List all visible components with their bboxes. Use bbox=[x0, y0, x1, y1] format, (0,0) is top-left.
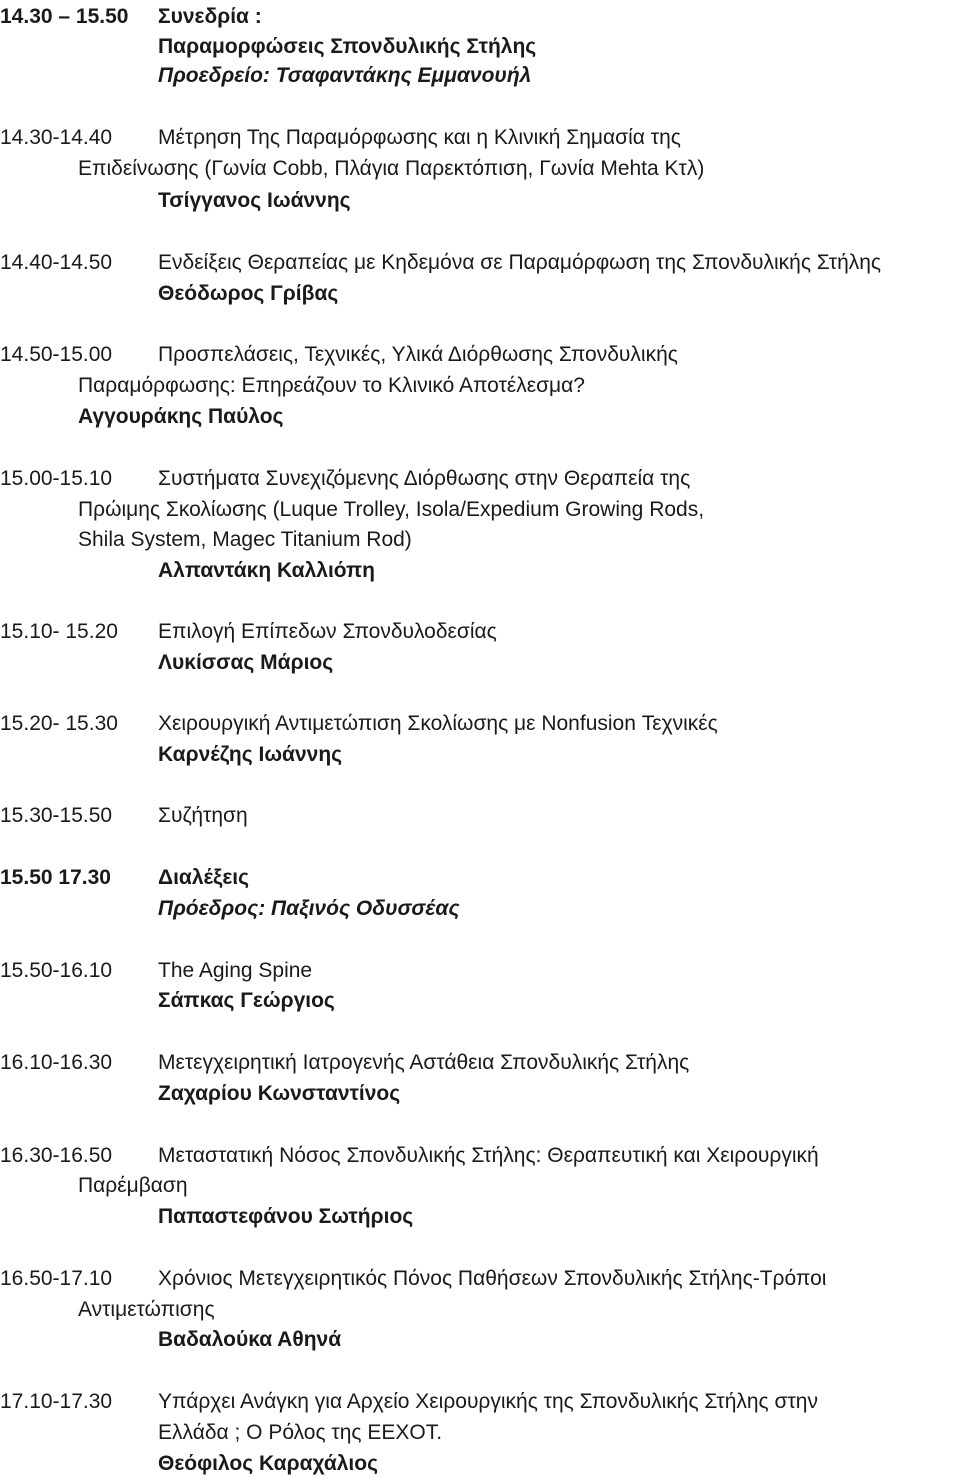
talk-title: Παραμόρφωσης: Επηρεάζουν το Κλινικό Αποτέλεσμα? bbox=[78, 374, 585, 397]
talk-speaker: Ζαχαρίου Κωνσταντίνος bbox=[158, 1082, 401, 1105]
talk-title: Μετεγχειρητική Ιατρογενής Αστάθεια Σπονδυλικής Στήλης bbox=[158, 1051, 690, 1074]
talk-speaker: Λυκίσσας Μάριος bbox=[158, 651, 334, 674]
talk-time: 16.30-16.50 bbox=[0, 1144, 113, 1167]
talk-time: 16.10-16.30 bbox=[0, 1051, 113, 1074]
talk-speaker: Καρνέζης Ιωάννης bbox=[158, 743, 343, 766]
talk-title: Συστήματα Συνεχιζόμενης Διόρθωσης στην Θεραπεία της bbox=[158, 467, 691, 490]
talk-time: 15.20- 15.30 bbox=[0, 712, 118, 735]
talk-speaker: Τσίγγανος Ιωάννης bbox=[158, 189, 351, 212]
talk-speaker: Σάπκας Γεώργιος bbox=[158, 989, 335, 1012]
session-label: Συνεδρία : bbox=[158, 5, 262, 28]
talk-title: Ενδείξεις Θεραπείας με Κηδεμόνα σε Παραμόρφωση της Σπονδυλικής Στήλης bbox=[158, 251, 882, 274]
session-chair: Προεδρείο: Τσαφαντάκης Εμμανουήλ bbox=[158, 64, 532, 87]
talk-time: 14.50-15.00 bbox=[0, 343, 113, 366]
talk-time: 14.30-14.40 bbox=[0, 126, 113, 149]
talk-title: Συζήτηση bbox=[158, 804, 248, 827]
session-time: 14.30 – 15.50 bbox=[0, 5, 129, 28]
talk-title: Υπάρχει Ανάγκη για Αρχείο Χειρουργικής της Σπονδυλικής Στήλης στην bbox=[158, 1390, 818, 1413]
talk-title: The Aging Spine bbox=[158, 959, 313, 982]
talk-time: 16.50-17.10 bbox=[0, 1267, 113, 1290]
session-title: Διαλέξεις bbox=[158, 866, 250, 889]
talk-time: 15.00-15.10 bbox=[0, 467, 113, 490]
talk-title: Παρέμβαση bbox=[78, 1174, 188, 1197]
talk-title: Επιλογή Επίπεδων Σπονδυλοδεσίας bbox=[158, 620, 497, 643]
talk-speaker: Αλπαντάκη Καλλιόπη bbox=[158, 559, 375, 582]
talk-title: Shila System, Magec Titanium Rod) bbox=[78, 528, 412, 551]
talk-title: Χειρουργική Αντιμετώπιση Σκολίωσης με Nonfusion Τεχνικές bbox=[158, 712, 718, 735]
talk-title: Μεταστατική Νόσος Σπονδυλικής Στήλης: Θεραπευτική και Χειρουργική bbox=[158, 1144, 819, 1167]
talk-speaker: Θεόδωρος Γρίβας bbox=[158, 282, 339, 305]
talk-title: Μέτρηση Της Παραμόρφωσης και η Κλινική Σημασία της bbox=[158, 126, 681, 149]
talk-title: Χρόνιος Μετεγχειρητικός Πόνος Παθήσεων Σπονδυλικής Στήλης-Τρόποι bbox=[158, 1267, 827, 1290]
talk-time: 15.50-16.10 bbox=[0, 959, 113, 982]
talk-time: 15.10- 15.20 bbox=[0, 620, 118, 643]
session-title: Παραμορφώσεις Σπονδυλικής Στήλης bbox=[158, 35, 537, 58]
session-chair: Πρόεδρος: Παξινός Οδυσσέας bbox=[158, 897, 460, 920]
talk-speaker: Θεόφιλος Καραχάλιος bbox=[158, 1452, 378, 1475]
talk-title: Πρώιμης Σκολίωσης (Luque Trolley, Isola/Expedium Growing Rods, bbox=[78, 498, 705, 521]
talk-speaker: Αγγουράκης Παύλος bbox=[78, 405, 284, 428]
talk-speaker: Παπαστεφάνου Σωτήριος bbox=[158, 1205, 414, 1228]
talk-title: Αντιμετώπισης bbox=[78, 1298, 215, 1321]
talk-title: Ελλάδα ; Ο Ρόλος της ΕΕΧΟΤ. bbox=[158, 1421, 443, 1444]
talk-title: Επιδείνωσης (Γωνία Cobb, Πλάγια Παρεκτόπιση, Γωνία Mehta Κτλ) bbox=[78, 157, 705, 180]
session-time: 15.50 17.30 bbox=[0, 866, 111, 889]
talk-time: 15.30-15.50 bbox=[0, 804, 113, 827]
talk-title: Προσπελάσεις, Τεχνικές, Υλικά Διόρθωσης Σπονδυλικής bbox=[158, 343, 678, 366]
talk-time: 14.40-14.50 bbox=[0, 251, 113, 274]
talk-time: 17.10-17.30 bbox=[0, 1390, 113, 1413]
talk-speaker: Βαδαλούκα Αθηνά bbox=[158, 1328, 342, 1351]
